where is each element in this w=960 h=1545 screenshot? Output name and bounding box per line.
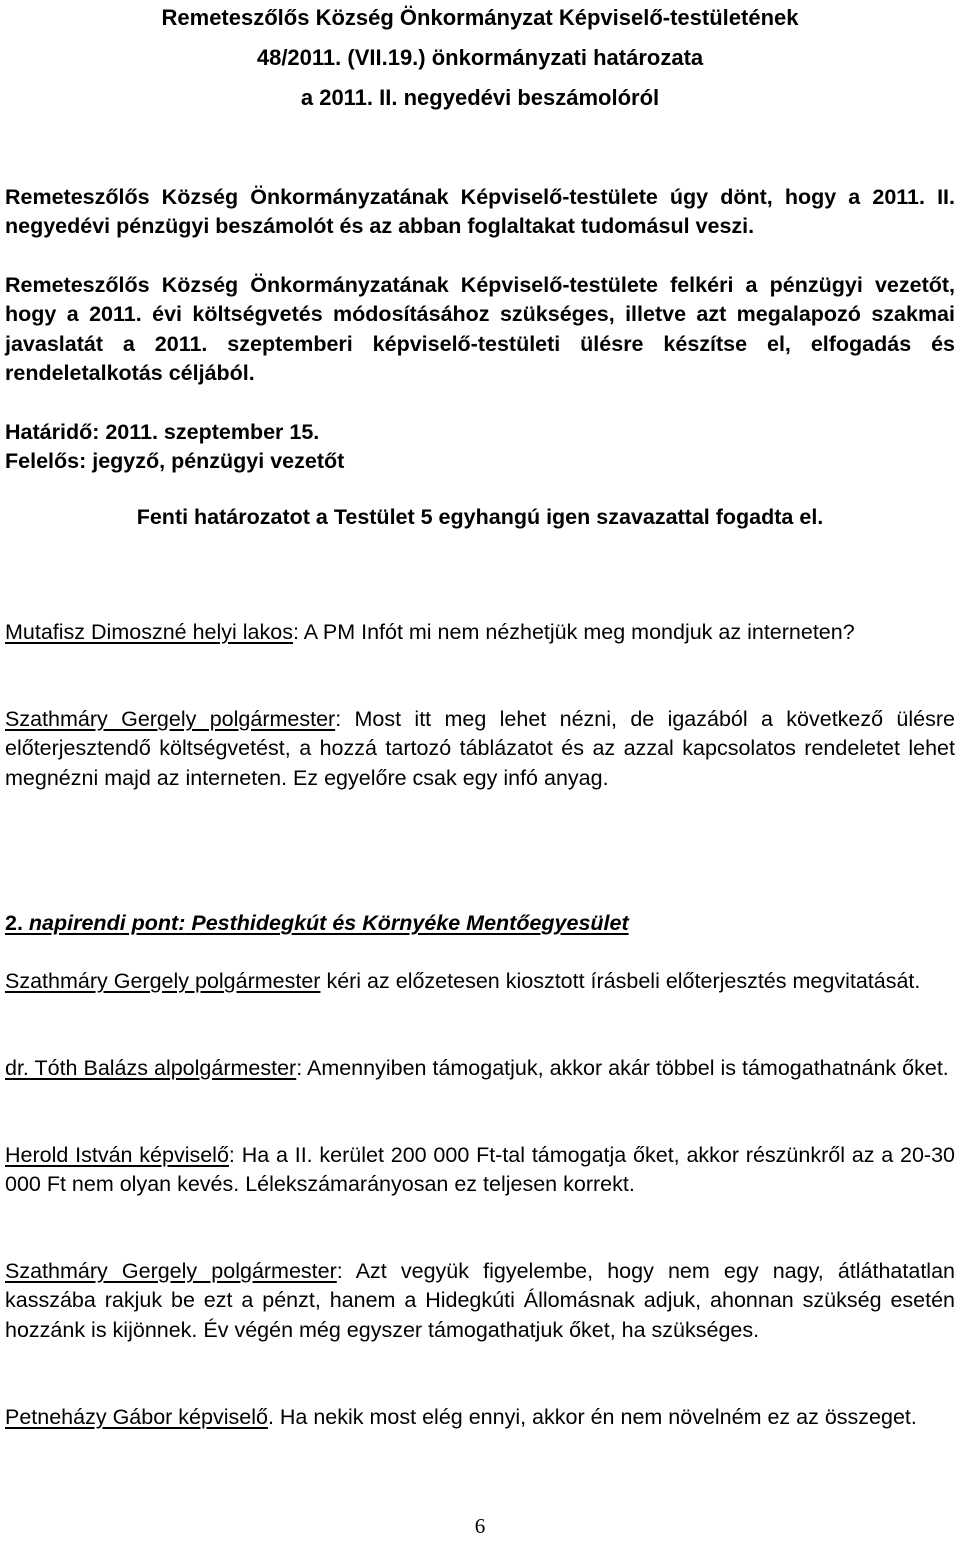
speech-paragraph	[5, 1054, 955, 1083]
speech-paragraph	[5, 967, 955, 996]
vote-result: Fenti határozatot a Testület 5 egyhangú igen szavazattal fogadta el.	[136, 505, 824, 529]
resolution-title-line1: Remeteszőlős Község Önkormányzat Képviselő-testületének	[161, 5, 799, 30]
page-number: 6	[474, 1514, 486, 1538]
speech-text: Ha a II. kerület 200 000 Ft-tal támogatja őket, akkor részünkről az a 20-30 000 Ft nem olyan kevés. Lélekszámarányosan ez teljesen korrekt.	[5, 1143, 956, 1197]
speaker-name: dr. Tóth Balázs alpolgármester	[5, 1056, 297, 1080]
speaker-separator: :	[336, 1259, 343, 1283]
agenda-label: napirendi pont:	[22, 911, 186, 935]
deadline-line: Határidő: 2011. szeptember 15.	[5, 420, 320, 444]
agenda-title: Pesthidegkút és Környéke Mentőegyesület	[185, 911, 629, 935]
speech-paragraph	[5, 1257, 955, 1345]
speech-paragraph	[5, 618, 955, 647]
speaker-separator: :	[228, 1143, 235, 1167]
speech-paragraph	[5, 1141, 955, 1200]
agenda-item-heading	[5, 909, 955, 937]
speech-paragraph	[5, 1403, 955, 1432]
speech-text: Amennyiben támogatjuk, akkor akár többel is támogathatnánk őket.	[302, 1056, 949, 1080]
speaker-name: Petneházy Gábor képviselő	[5, 1405, 268, 1429]
resolution-paragraph-2: Remeteszőlős Község Önkormányzatának Képviselő-testülete felkéri a pénzügyi vezetőt, hogy a 2011. évi költségvetés módosításához szükséges, illetve azt megalapozó szakmai javaslatát a 2011. szeptemberi képviselő-testületi ülésre készítse el, elfogadás és rendeletalkotás céljából.	[5, 273, 955, 385]
speaker-separator: :	[292, 620, 299, 644]
speaker-name: Herold István képviselő	[5, 1143, 229, 1167]
speaker-separator: .	[267, 1405, 274, 1429]
speech-text: Ha nekik most elég ennyi, akkor én nem növelném ez az összeget.	[273, 1405, 917, 1429]
speaker-name: Szathmáry Gergely polgármester	[5, 707, 336, 731]
resolution-paragraph-1: Remeteszőlős Község Önkormányzatának Képviselő-testülete úgy dönt, hogy a 2011. II. negyedévi pénzügyi beszámolót és az abban foglaltakat tudomásul veszi.	[5, 185, 955, 239]
speaker-separator: :	[335, 707, 342, 731]
speaker-name: Szathmáry Gergely polgármester	[5, 1259, 337, 1283]
speaker-name: Szathmáry Gergely polgármester	[5, 969, 321, 993]
speech-paragraph	[5, 705, 955, 793]
agenda-number: 2.	[5, 911, 23, 935]
resolution-title-line2: 48/2011. (VII.19.) önkormányzati határozata	[256, 45, 704, 70]
responsible-line: Felelős: jegyző, pénzügyi vezetőt	[5, 449, 345, 473]
speaker-name: Mutafisz Dimoszné helyi lakos	[5, 620, 293, 644]
speaker-separator: :	[296, 1056, 303, 1080]
speech-text: Azt vegyük figyelembe, hogy nem egy nagy, átláthatatlan kasszába rakjuk be ezt a pénzt, hanem a Hidegkúti Állomásnak adjuk, ahonnan szükség esetén hozzánk is kijönnek. Év végén még egyszer támogathatjuk őket, ha szükséges.	[5, 1259, 955, 1342]
resolution-title-line3: a 2011. II. negyedévi beszámolóról	[300, 85, 660, 110]
speech-text: Most itt meg lehet nézni, de igazából a következő ülésre előterjesztendő költségvetést, a hozzá tartozó táblázatot és az azzal kapcsolatos rendeletet lehet megnézni majd az interneten. Ez egyelőre csak egy infó anyag.	[5, 707, 955, 790]
speech-text: A PM Infót mi nem nézhetjük meg mondjuk az interneten?	[298, 620, 855, 644]
speech-text: kéri az előzetesen kiosztott írásbeli előterjesztés megvitatását.	[320, 969, 921, 993]
